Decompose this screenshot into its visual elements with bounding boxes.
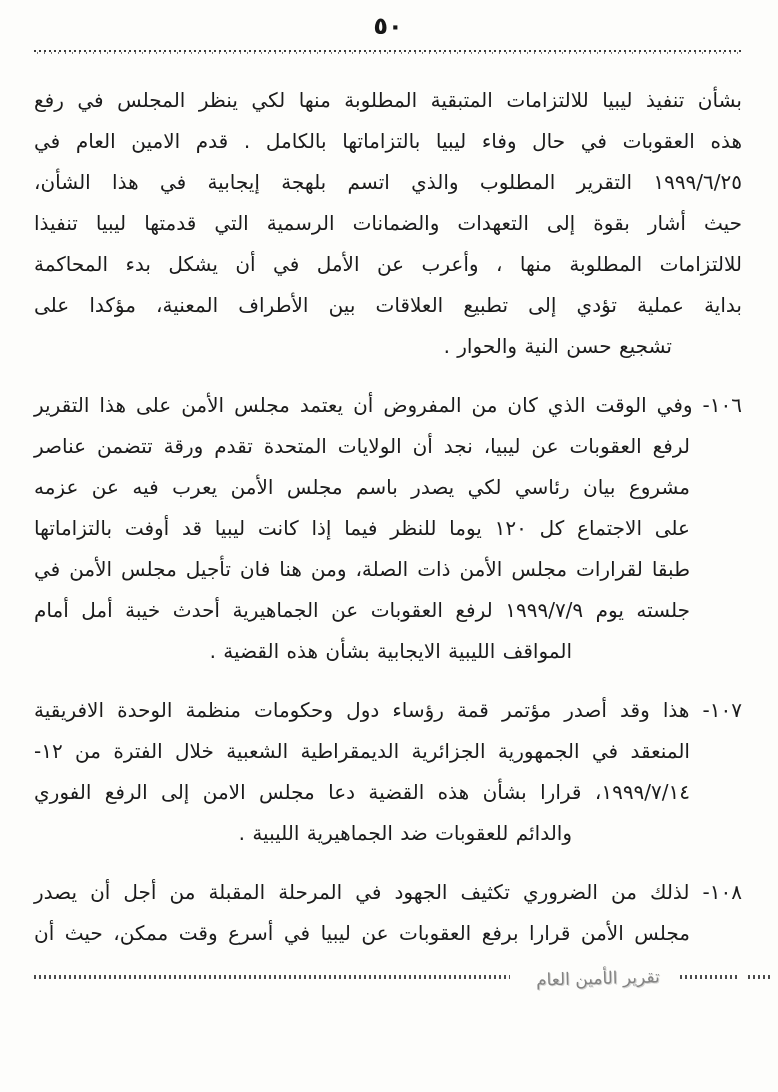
footer-note: تقرير الأمين العام — [536, 967, 661, 991]
paragraph-number: ١٠٦- — [702, 393, 742, 417]
paragraph-line: بداية عملية تؤدي إلى تطبيع العلاقات بين الأطراف المعنية، مؤكدا على — [34, 293, 742, 317]
page-number: ٥٠ — [373, 12, 403, 40]
paragraph — [34, 690, 742, 854]
paragraph-line: ١٩٩٩/٧/١٤، قرارا بشأن هذه القضية دعا مجلس الامن إلى الرفع الفوري — [34, 780, 690, 804]
paragraph-line: لرفع العقوبات عن ليبيا، نجد أن الولايات المتحدة تقدم ورقة تتضمن عناصر — [34, 434, 690, 458]
footer-dash — [680, 975, 738, 979]
paragraph-line: جلسته يوم ١٩٩٩/٧/٩ لرفع العقوبات عن الجماهيرية أحدث خيبة أمل أمام — [34, 598, 690, 622]
paragraph — [34, 872, 742, 954]
paragraph-line: مشروع بيان رئاسي لكي يصدر باسم مجلس الأمن يعرب فيه عن عزمه — [34, 475, 690, 499]
paragraph-line: مجلس الأمن قرارا برفع العقوبات عن ليبيا في أسرع وقت ممكن، حيث أن — [34, 921, 690, 945]
paragraph-line: والدائم للعقوبات ضد الجماهيرية الليبية . — [238, 821, 572, 845]
paragraph-line: للالتزامات المطلوبة منها ، وأعرب عن الأمل في أن يشكل بدء المحاكمة — [34, 252, 742, 276]
document-body — [34, 80, 742, 954]
paragraph-line: بشأن تنفيذ ليبيا للالتزامات المتبقية المطلوبة منها لكي ينظر المجلس في رفع — [34, 88, 742, 112]
paragraph-line: المنعقد في الجمهورية الجزائرية الديمقراطية الشعبية خلال الفترة من ١٢- — [34, 739, 690, 763]
footer-dash-end — [748, 975, 770, 979]
paragraph-line: حيث أشار بقوة إلى التعهدات والضمانات الرسمية التي قدمتها ليبيا تنفيذا — [34, 211, 742, 235]
paragraph-number: ١٠٨- — [702, 880, 742, 904]
paragraph-line: المواقف الليبية الايجابية بشأن هذه القضية . — [209, 639, 572, 663]
paragraph-line: تشجيع حسن النية والحوار . — [443, 334, 672, 358]
page-footer — [34, 962, 770, 992]
paragraph — [34, 80, 742, 367]
paragraph-line: هذه العقوبات في حال وفاء ليبيا بالتزاماتها بالكامل . قدم الامين العام في — [34, 129, 742, 153]
paragraph-line: على الاجتماع كل ١٢٠ يوما للنظر فيما إذا كانت ليبيا قد أوفت بالتزاماتها — [34, 516, 690, 540]
paragraph-line: ١٠٧- هذا وقد أصدر مؤتمر قمة رؤساء دول وحكومات منظمة الوحدة الافريقية — [34, 698, 742, 722]
header-divider — [34, 50, 742, 54]
paragraph-line: ١٩٩٩/٦/٢٥ التقرير المطلوب والذي اتسم بلهجة إيجابية في هذا الشأن، — [34, 170, 742, 194]
paragraph-line: طبقا لقرارات مجلس الأمن ذات الصلة، ومن هنا فان تأجيل مجلس الأمن في — [34, 557, 690, 581]
paragraph-line: ١٠٨- لذلك من الضروري تكثيف الجهود في المرحلة المقبلة من أجل أن يصدر — [34, 880, 742, 904]
footer-divider — [34, 975, 510, 979]
paragraph-number: ١٠٧- — [702, 698, 742, 722]
paragraph — [34, 385, 742, 672]
paragraph-line: ١٠٦- وفي الوقت الذي كان من المفروض أن يعتمد مجلس الأمن على هذا التقرير — [34, 393, 742, 417]
